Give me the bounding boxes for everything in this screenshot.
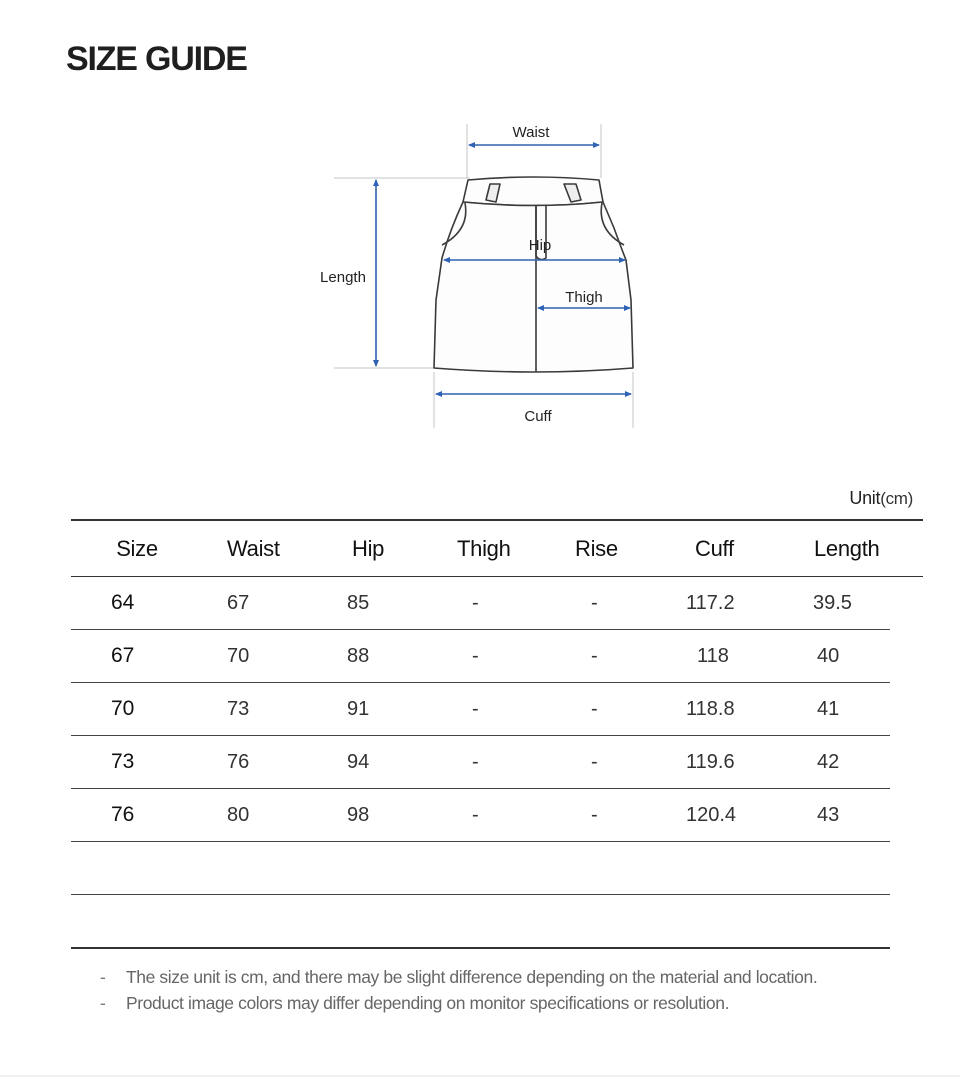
- table-row-empty: [71, 842, 890, 895]
- cell-size: 70: [71, 683, 203, 736]
- cell-hip: [318, 842, 433, 895]
- cell-length: 41: [781, 683, 890, 736]
- hip-label: Hip: [528, 237, 552, 254]
- cell-thigh: -: [433, 630, 551, 683]
- cell-size: [71, 895, 203, 949]
- cell-hip: [318, 895, 433, 949]
- cell-cuff: 118.8: [663, 683, 781, 736]
- note-text: The size unit is cm, and there may be slight difference depending on the material and location.: [126, 967, 818, 987]
- cell-waist: [203, 842, 318, 895]
- note-bullet: -: [100, 967, 106, 987]
- cell-thigh: -: [433, 789, 551, 842]
- cell-hip: 98: [318, 789, 433, 842]
- cell-size: 76: [71, 789, 203, 842]
- cell-length: 39.5: [781, 577, 890, 630]
- page-title: SIZE GUIDE: [66, 40, 247, 78]
- note-item: [100, 964, 817, 990]
- cell-cuff: 118: [663, 630, 781, 683]
- cell-hip: 88: [318, 630, 433, 683]
- size-table: [71, 519, 890, 949]
- col-header-thigh: Thigh: [433, 520, 551, 577]
- cell-rise: [551, 895, 663, 949]
- cell-thigh: -: [433, 577, 551, 630]
- note-text: Product image colors may differ depending on monitor specifications or resolution.: [126, 993, 730, 1013]
- cell-rise: -: [551, 683, 663, 736]
- cell-size: 64: [71, 577, 203, 630]
- cell-thigh: -: [433, 683, 551, 736]
- cell-length: [781, 842, 890, 895]
- cell-rise: [551, 842, 663, 895]
- cell-rise: -: [551, 630, 663, 683]
- cell-hip: 91: [318, 683, 433, 736]
- cell-thigh: [433, 895, 551, 949]
- cell-rise: -: [551, 736, 663, 789]
- skirt-measurement-diagram: [300, 110, 660, 435]
- table-header-row: [71, 520, 890, 577]
- cell-length: 40: [781, 630, 890, 683]
- cell-cuff: 117.2: [663, 577, 781, 630]
- size-notes: [100, 964, 817, 1016]
- cell-size: 73: [71, 736, 203, 789]
- skirt-outline-icon: [434, 177, 633, 372]
- unit-label: Unit: [849, 488, 881, 508]
- cell-waist: 76: [203, 736, 318, 789]
- cell-length: 42: [781, 736, 890, 789]
- table-row-empty: [71, 895, 890, 949]
- cell-cuff: 120.4: [663, 789, 781, 842]
- cell-waist: 80: [203, 789, 318, 842]
- cell-waist: 73: [203, 683, 318, 736]
- table-row: [71, 789, 890, 842]
- note-bullet: -: [100, 993, 106, 1013]
- page-bottom-divider: [0, 1075, 960, 1077]
- cell-size: 67: [71, 630, 203, 683]
- unit-indicator: [849, 488, 913, 509]
- cell-cuff: [663, 895, 781, 949]
- cell-hip: 94: [318, 736, 433, 789]
- col-header-size: Size: [71, 520, 203, 577]
- cell-rise: -: [551, 577, 663, 630]
- cell-thigh: [433, 842, 551, 895]
- cell-rise: -: [551, 789, 663, 842]
- table-row: [71, 683, 890, 736]
- col-header-hip: Hip: [318, 520, 433, 577]
- cell-thigh: -: [433, 736, 551, 789]
- cell-cuff: 119.6: [663, 736, 781, 789]
- cell-hip: 85: [318, 577, 433, 630]
- cell-waist: 70: [203, 630, 318, 683]
- note-item: [100, 990, 817, 1016]
- col-header-waist: Waist: [203, 520, 318, 577]
- col-header-cuff: Cuff: [663, 520, 781, 577]
- waist-label: Waist: [512, 124, 550, 141]
- thigh-label: Thigh: [565, 289, 603, 306]
- cuff-label: Cuff: [524, 408, 552, 425]
- table-row: [71, 577, 890, 630]
- cell-waist: [203, 895, 318, 949]
- length-label: Length: [320, 269, 366, 286]
- col-header-length: Length: [781, 520, 890, 577]
- table-row: [71, 630, 890, 683]
- cell-length: [781, 895, 890, 949]
- table-row: [71, 736, 890, 789]
- header-rule-extension: [890, 519, 923, 577]
- cell-cuff: [663, 842, 781, 895]
- unit-value: (cm): [880, 489, 913, 508]
- cell-length: 43: [781, 789, 890, 842]
- cell-size: [71, 842, 203, 895]
- col-header-rise: Rise: [551, 520, 663, 577]
- cell-waist: 67: [203, 577, 318, 630]
